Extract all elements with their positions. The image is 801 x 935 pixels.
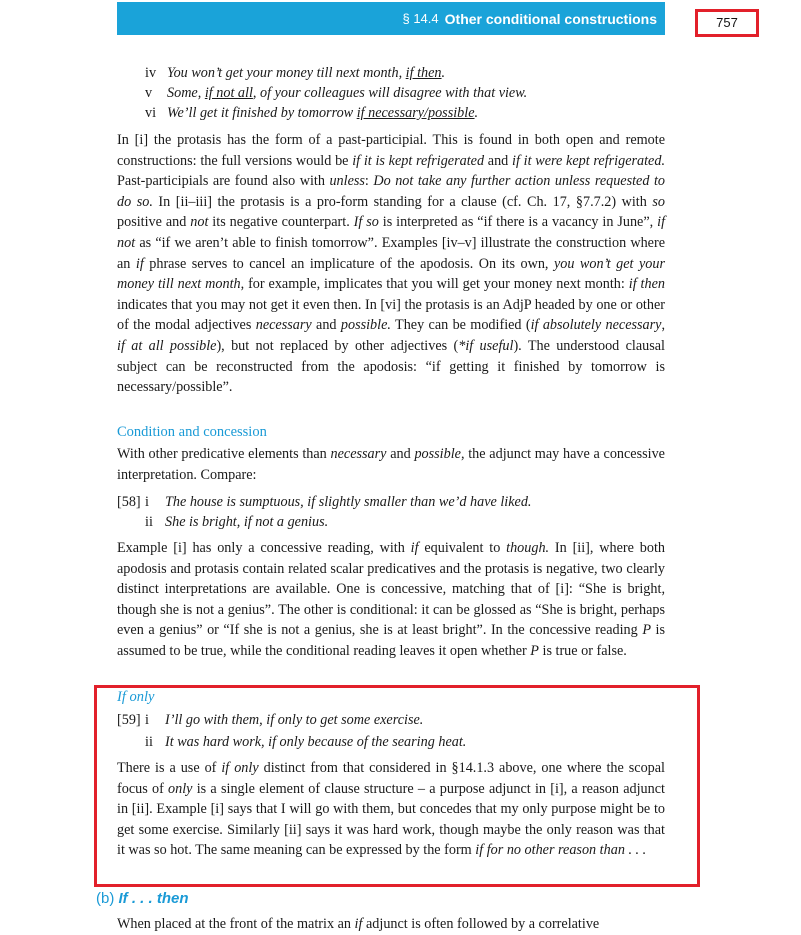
example-label: ii [145,734,153,750]
italic-run: if for no other reason than . . . [475,842,647,859]
italic-run: you won’t get your money till next month [117,255,665,293]
italic-run: unless [329,173,365,190]
text-run: distinct from that considered in §14.1.3 above, one where the scopal focus of [117,760,665,797]
example-label: i [145,494,149,510]
text-run: : [364,173,374,190]
text-run: Example [i] has only a concessive reading, with [117,540,411,556]
text-run: is true or false. [538,642,627,659]
text-run: positive and [117,214,191,231]
text-run: phrase serves to cancel an implicature of the apodosis. On its own, [143,255,554,272]
example-underlined: if necessary/possible [356,105,475,121]
text-run: indicates that you may not get it even then. In [vi] the protasis is an AdjP headed by one or other of the modal adjectives [117,296,665,334]
text-run: and [484,152,513,169]
italic-run: if [135,255,144,272]
example-label: vi [145,105,157,121]
text-run: equivalent to [418,540,507,556]
text-run: In [ii], where both apodosis and protasis contain related scalar predicatives and the protasis is negative, two clearly distinct interpretations are available. One is concessive, matching that of [i]: “She is bright, though she is not a genius”. The other is conditional: it can be glossed as “She is bright, perhaps even a genius” or “If she is not a genius, she is at least bright”. In the concessive reading [117,540,665,639]
example-58-ii [145,513,328,531]
text-run: is a single element of clause structure – a purpose adjunct in [i], a reason adjunct in [ii]. Example [i] says that I will go with them, but concedes that my only purpose might be to get some exercise. Similarly [ii] says it was hard work, though maybe the only reason was that it was so hot. The same meaning can be expressed by the form [117,780,665,859]
italic-run: necessary [255,317,312,334]
page-number-box [695,9,759,37]
example-number: [58] [117,494,141,510]
text-run: When placed at the front of the matrix an [117,916,355,932]
example-label: ii [145,514,153,530]
paragraph-if-only [117,758,665,861]
example-text-end: , of your colleagues will disagree with that view. [252,85,528,101]
example-label: iv [145,65,157,81]
italic-run: necessary [330,446,387,462]
text-run: its negative counterpart. [208,214,354,231]
running-header [117,2,665,35]
italic-run: if [410,540,419,556]
example-text: The house is sumptuous, if slightly smaller than we’d have liked. [165,494,532,510]
text-run: and [386,446,415,462]
example-label: v [145,85,153,101]
text-run: There is a use of [117,760,222,776]
text-run: as “if we aren’t able to finish tomorrow”. Examples [iv–v] illustrate the construction where an [117,234,665,272]
italic-run: If so [353,214,379,231]
example-underlined: if then [405,65,442,81]
italic-run: though. [506,540,550,556]
paragraph-protasis-forms [117,130,665,398]
text-run: adjunct is often followed by a correlative [362,916,600,932]
example-iv [145,64,445,82]
italic-run: if [354,916,363,932]
italic-run: not [190,214,209,231]
italic-run: if then [628,276,665,293]
example-58-i [117,493,531,511]
italic-run: if at all possible [117,337,217,354]
example-text: I’ll go with them, if only to get some exercise. [165,712,424,728]
text-run: and [311,317,341,334]
italic-run: P [642,622,651,639]
italic-run: possible [414,446,461,462]
example-text: She is bright, if not a genius. [165,514,329,530]
example-text: Some, [167,85,205,101]
heading-if-only [117,689,154,706]
italic-run: if not [117,214,666,251]
text-run: is interpreted as “if there is a vacancy in June”, [378,214,658,231]
italic-run: if it were kept refrigerated. [512,152,665,169]
text-run: ). The understood clausal subject can be reconstructed from the apodosis: “if getting it finished by tomorrow is necessary/possible”. [117,337,665,396]
example-59-i [117,711,423,729]
example-label: i [145,712,149,728]
example-text-end: . [441,65,446,81]
italic-run: so [652,193,665,210]
page-number: 757 [716,15,738,30]
section-b-marker: (b) [96,890,115,907]
paragraph-concessive-intro [117,444,665,485]
heading-if-only-text: If only [117,689,155,705]
example-number: [59] [117,712,141,728]
italic-run: if absolutely necessary [530,317,662,334]
example-text-end: . [474,105,479,121]
text-run: , the adjunct may have a concessive interpretation. Compare: [117,446,665,483]
example-v [145,84,527,102]
italic-run: possible. [340,317,391,334]
section-b-title: If . . . then [118,890,189,907]
text-run: With other predicative elements than [117,446,331,462]
italic-run: only [168,780,193,797]
text-run: In [ii–iii] the protasis is a pro-form standing for a clause (cf. Ch. 17, §7.7.2) with [152,193,653,210]
italic-run: Do not take any further action unless requested to do so. [117,173,665,210]
example-text: You won’t get your money till next month, [167,65,406,81]
section-title: Other conditional constructions [444,10,657,27]
text-run: ), but not replaced by other adjectives ( [216,337,459,354]
heading-condition-concession: Condition and concession [117,424,267,440]
example-59-ii [145,733,466,751]
text-run: is assumed to be true, while the conditional reading leaves it open whether [117,622,665,659]
text-run: , [661,317,665,334]
italic-run: P [530,642,539,659]
text-run: In [i] the protasis has the form of a past-participial. This is found in both open and remote constructions: the full versions would be [117,132,665,169]
example-vi [145,104,478,122]
text-run: , for example, implicates that you will get your money next month: [240,276,629,293]
italic-run: if it is kept refrigerated [352,152,485,169]
section-number: § 14.4 [402,11,439,26]
paragraph-concessive-reading [117,538,665,662]
example-text: We’ll get it finished by tomorrow [167,105,357,121]
text-run: Past-participials are found also with [117,173,330,190]
italic-run: if only [221,760,259,776]
italic-run: *if useful [458,337,514,354]
section-b-heading [96,890,189,907]
text-run: They can be modified ( [390,317,531,334]
example-underlined: if not all [204,85,253,101]
example-text: It was hard work, if only because of the searing heat. [165,734,467,750]
